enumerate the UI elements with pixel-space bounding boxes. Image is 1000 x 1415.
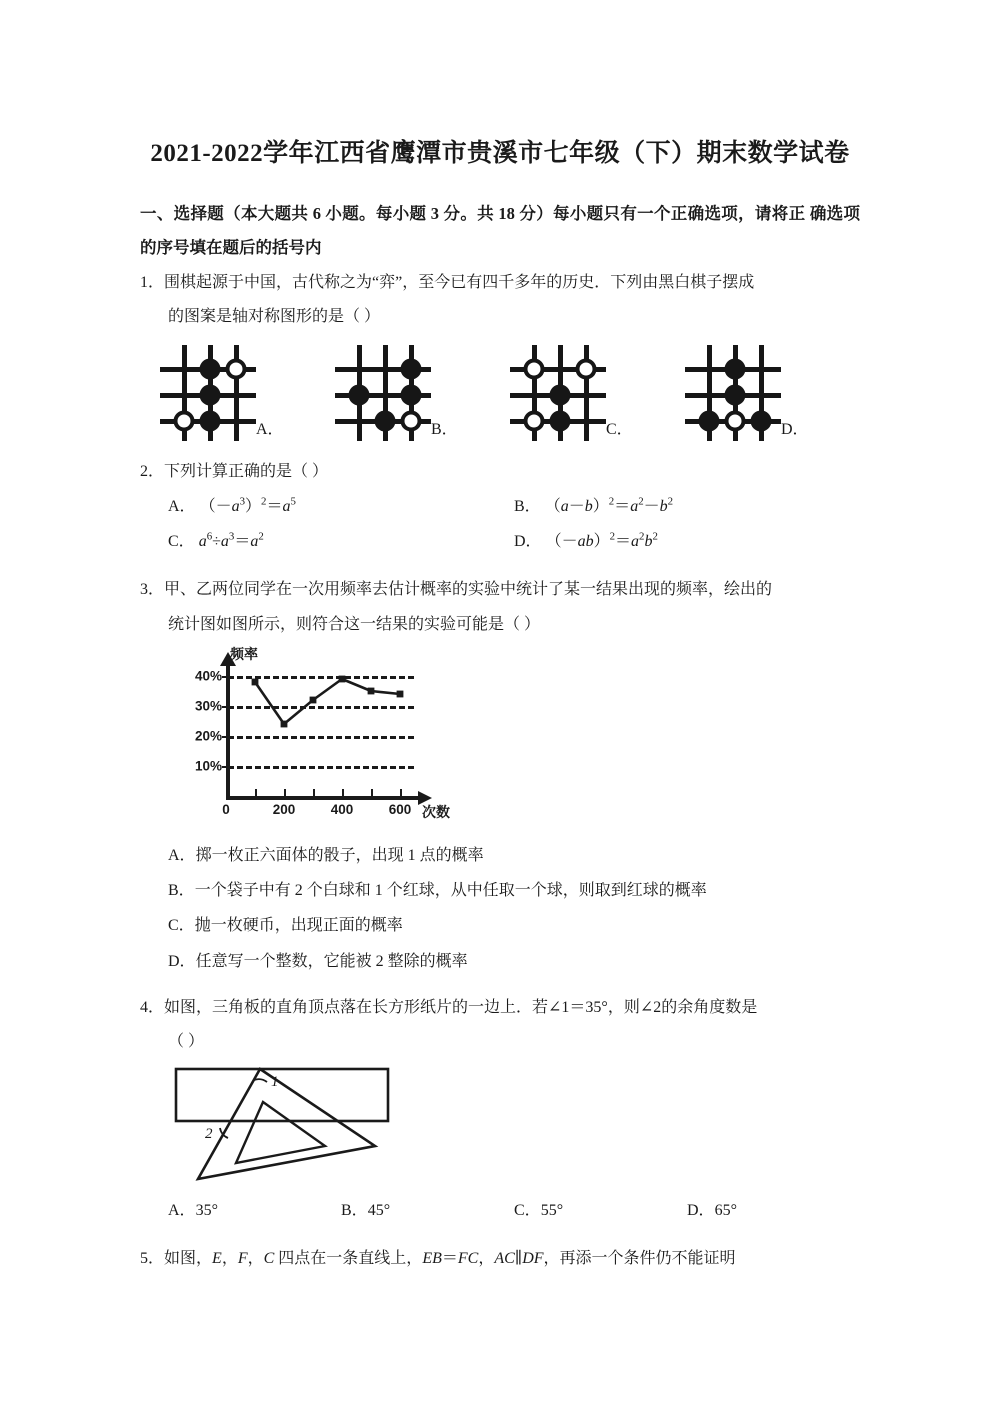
chart-data-point-600 [397,691,404,698]
question-4-text-2: （ ） [168,1033,205,1051]
question-2-option-c-label: C． [168,533,195,551]
question-2-options-row-1 [140,489,860,524]
angle-1-arc [254,1079,267,1082]
question-3-option-a[interactable] [168,838,860,873]
question-2-option-b[interactable] [514,489,860,524]
question-2-option-d[interactable] [514,524,860,559]
question-2-text-1: 下列计算正确的是（ ） [164,462,329,480]
question-3-figure [140,646,860,826]
question-1-text-1: 围棋起源于中国，古代称之为“弈”，至今已有四千多年的历史．下列由黑白棋子摆成 [164,273,755,291]
question-1-option-c[interactable] [510,345,685,441]
question-3 [140,573,860,642]
question-4-option-d[interactable] [687,1193,860,1228]
chart-xlabel-600: 600 [388,802,412,818]
rectangle-paper [176,1069,388,1121]
question-3-option-d-text: 任意写一个整数，它能被 2 整除的概率 [195,952,468,970]
question-4 [140,991,860,1060]
question-3-number: 3． [140,581,165,599]
question-4-option-c-label: C． [514,1201,541,1219]
chart-xlabel-400: 400 [330,802,354,818]
question-4-figure [140,1066,860,1189]
chart-y-axis-title: 频率 [230,646,258,663]
question-4-option-a[interactable] [168,1193,341,1228]
question-3-option-a-text: 掷一枚正六面体的骰子，出现 1 点的概率 [195,847,484,865]
angle-2-label: 2 [205,1125,213,1142]
question-2-option-d-expr: $(-ab)^2=a^2b^2$ [545,530,658,551]
question-1-number: 1． [140,273,165,291]
question-3-line-1 [140,573,860,607]
question-3-text-1: 甲、乙两位同学在一次用频率去估计概率的实验中统计了某一结果出现的频率，绘出的 [164,581,773,599]
go-board-b [335,345,431,441]
chart-data-point-400 [339,676,346,683]
question-4-option-d-text: 65° [714,1201,737,1219]
chart-series-line [170,646,460,826]
question-2-option-b-expr: $(a-b)^2=a^2-b^2$ [544,495,674,515]
chart-xlabel-0: 0 [222,802,230,818]
question-3-options [140,838,860,979]
question-3-option-b[interactable] [168,873,860,908]
question-3-text-2: 统计图如图所示，则符合这一结果的实验可能是（ ） [168,615,541,633]
question-4-option-d-label: D． [687,1201,715,1219]
question-2 [140,455,860,489]
angle-1-label: 1 [271,1073,279,1090]
section-heading-line-2: 确选项的序号填在题后的括号内 [140,203,861,258]
question-5 [140,1242,860,1276]
question-4-option-a-label: A． [168,1201,196,1219]
set-square-outer [198,1069,375,1179]
question-4-options [140,1193,860,1228]
question-5-text-1: 如图，E，F，C 四点在一条直线上，EB＝FC，AC∥DF，再添一个条件仍不能证明 [164,1249,736,1267]
question-2-option-a-label: A． [168,497,196,515]
question-1-figures [140,345,860,441]
question-1-option-b-label: B． [431,420,458,438]
question-3-option-b-label: B． [168,882,195,900]
chart-ylabel-40: 40% [194,668,222,684]
question-3-option-c-text: 抛一枚硬币，出现正面的概率 [194,917,403,935]
page-title: 2021-2022学年江西省鹰潭市贵溪市七年级（下）期末数学试卷 [150,140,850,167]
section-heading [140,197,860,266]
question-5-number: 5． [140,1249,165,1267]
chart-x-axis-title: 次数 [422,804,450,821]
chart-xlabel-200: 200 [272,802,296,818]
chart-data-point-300 [310,697,317,704]
question-4-line-1 [140,991,860,1025]
go-board-d [685,345,781,441]
chart-ylabel-30: 30% [194,698,222,714]
question-1-option-c-label: C． [606,420,633,438]
question-4-option-b-text: 45° [367,1201,391,1219]
question-3-option-c-label: C． [168,917,195,935]
question-3-option-d[interactable] [168,944,860,979]
question-4-text-1: 如图，三角板的直角顶点落在长方形纸片的一边上．若∠1＝35°，则∠2的余角度数是 [164,998,758,1016]
question-1-text-2: 的图案是轴对称图形的是（ ） [168,308,381,326]
go-board-a [160,345,256,441]
chart-ylabel-20: 20% [194,728,222,744]
question-1-line-1 [140,266,860,300]
question-4-option-c[interactable] [514,1193,687,1228]
go-board-c [510,345,606,441]
set-square-inner [236,1102,325,1163]
section-heading-line-1: 一、选择题（本大题共 6 小题。每小题 3 分。共 18 分）每小题只有一个正确选项，请将正 [140,203,806,223]
question-1 [140,266,860,335]
question-1-option-d-label: D． [781,420,809,438]
triangle-ruler-diagram [170,1066,440,1184]
question-2-option-c[interactable] [168,524,514,559]
question-4-option-b-label: B． [341,1201,368,1219]
chart-ylabel-10: 10% [194,758,222,774]
question-4-option-a-text: 35° [195,1201,218,1219]
question-2-options-row-2 [140,524,860,559]
question-2-line-1 [140,455,860,489]
question-2-option-a[interactable] [168,489,514,524]
chart-data-point-100 [252,679,259,686]
question-4-number: 4． [140,998,165,1016]
question-1-option-b[interactable] [335,345,510,441]
question-2-option-b-label: B． [514,497,541,515]
question-1-option-d[interactable] [685,345,860,441]
chart-data-point-500 [368,688,375,695]
question-2-option-c-expr: $a^6\div a^3=a^2$ [198,530,264,551]
question-3-option-c[interactable] [168,908,860,943]
chart-data-point-200 [281,721,288,728]
frequency-line-chart [170,646,460,826]
question-1-option-a[interactable] [160,345,335,441]
question-2-option-d-label: D． [514,533,542,551]
question-5-line-1 [140,1242,860,1276]
question-4-option-c-text: 55° [540,1201,564,1219]
question-2-option-a-expr: $(-a^3)^2=a^5$ [199,495,296,515]
question-3-option-d-label: D． [168,952,196,970]
question-3-option-a-label: A． [168,847,196,865]
question-3-option-b-text: 一个袋子中有 2 个白球和 1 个红球，从中任取一个球，则取到红球的概率 [194,882,707,900]
question-1-option-a-label: A． [256,420,284,438]
question-4-option-b[interactable] [341,1193,514,1228]
question-2-number: 2． [140,462,165,480]
